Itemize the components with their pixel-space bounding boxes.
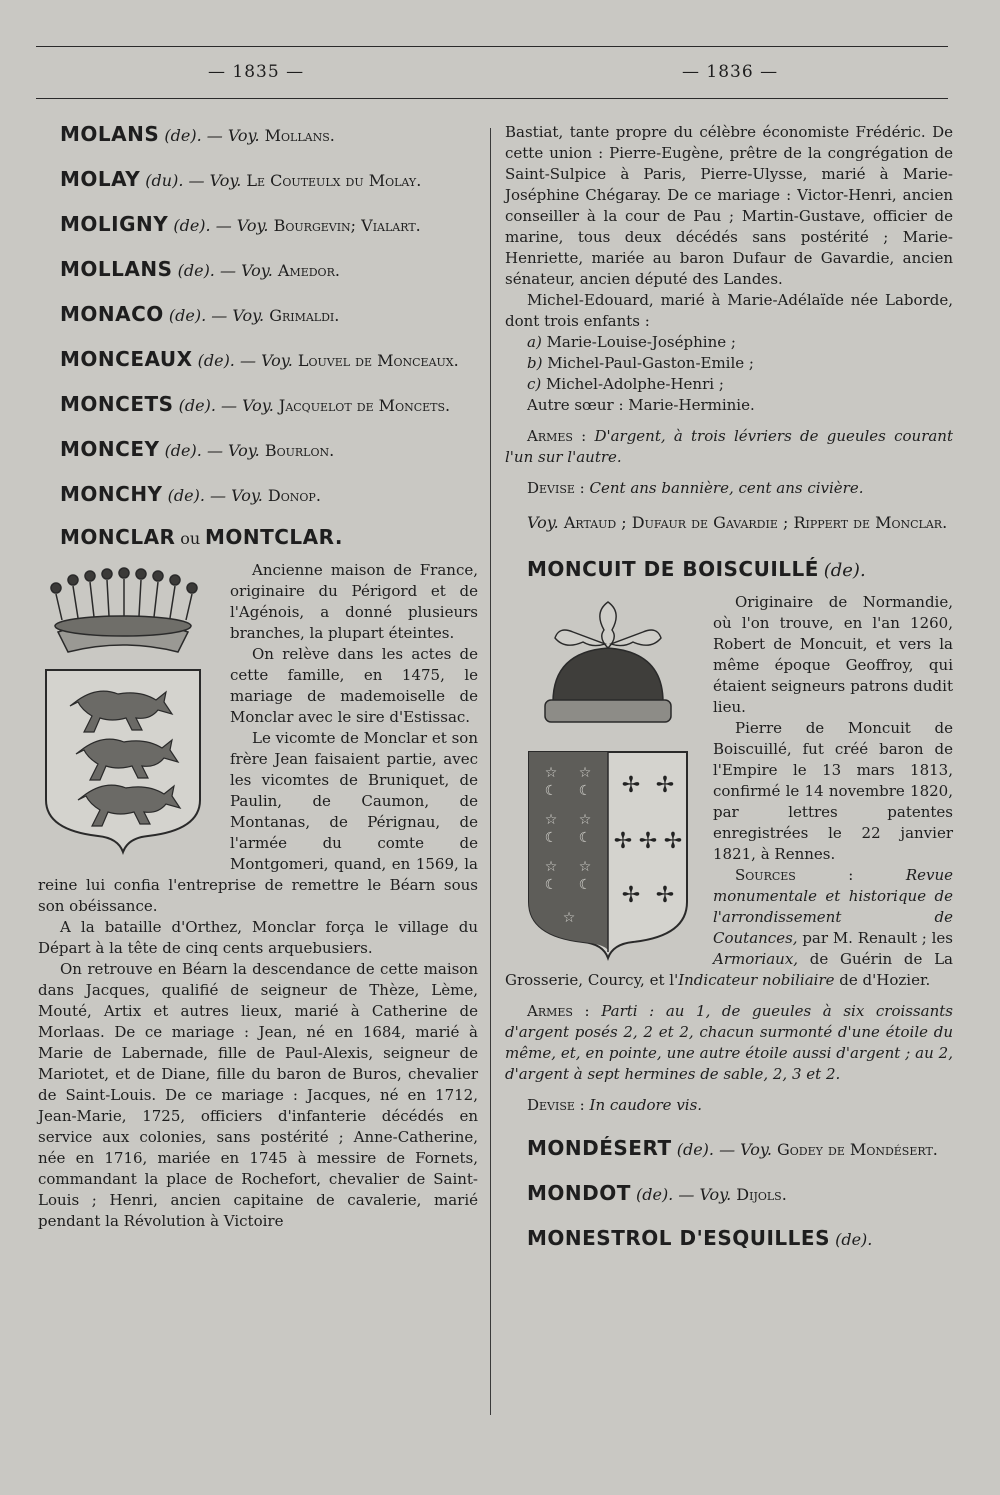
entry-molay: MOLAY (du). — Voy. Le Couteulx du Molay.	[60, 167, 422, 191]
svg-text:☆: ☆	[562, 910, 576, 926]
monclar-coat-of-arms-icon	[28, 560, 218, 858]
entry-monaco: MONACO (de). — Voy. Grimaldi.	[60, 302, 340, 326]
svg-text:☆: ☆	[578, 859, 592, 875]
moncuit-coat-of-arms-icon	[513, 592, 703, 964]
svg-text:☾: ☾	[578, 877, 592, 893]
svg-text:✢: ✢	[621, 883, 641, 908]
svg-text:☆: ☆	[544, 859, 558, 875]
monclar-para-3: Le vicomte de Monclar et son frère Jean faisaient partie, avec les vicomtes de Bruniquet, de Paulin, de Caumon, de Montanas, de Pérignau, de l'armée du comte de Montgomeri, quand, en 1569, la reine lui confia l'entreprise de remettre le Béarn sous son obéissance.	[38, 729, 478, 915]
left-column	[38, 122, 478, 1232]
svg-text:✢: ✢	[655, 773, 675, 798]
children-list	[505, 332, 953, 395]
svg-text:☾: ☾	[544, 830, 558, 846]
svg-text:☾: ☾	[578, 783, 592, 799]
svg-text:✢: ✢	[638, 829, 658, 854]
entry-mondesert: MONDÉSERT (de). — Voy. Godey de Mondésert.	[527, 1136, 938, 1160]
svg-text:☆: ☆	[544, 812, 558, 828]
continuation-para-2: Michel-Edouard, marié à Marie-Adélaïde née Laborde, dont trois enfants :	[505, 291, 953, 330]
right-page-number: — 1836 —	[682, 62, 779, 82]
svg-text:☾: ☾	[544, 877, 558, 893]
child-item: c) Michel-Adolphe-Henri ;	[527, 375, 724, 393]
entry-molans: MOLANS (de). — Voy. Mollans.	[60, 122, 335, 146]
moncuit-armes: Armes : Parti : au 1, de gueules à six croissants d'argent posés 2, 2 et 2, chacun surmonté d'une étoile du même, et, en pointe, une autre étoile aussi d'argent ; au 2, d'argent à sept hermines de sable, 2, 3 et 2.	[505, 1002, 953, 1083]
entry-moligny: MOLIGNY (de). — Voy. Bourgevin; Vialart.	[60, 212, 421, 236]
continuation-para-1: Bastiat, tante propre du célèbre économiste Frédéric. De cette union : Pierre-Eugène, prêtre de la congrégation de Saint-Sulpice à Paris, Pierre-Ulysse, marié à Marie-Joséphine Chégaray. De ce mariage : Victor-Henri, ancien conseiller à la cour de Pau ; Martin-Gustave, officier de marine, tous deux décédés sans postérité ; Marie-Henriette, mariée au baron Dufaur de Gavardie, ancien sénateur, ancien député des Landes.	[505, 123, 953, 288]
svg-text:☾: ☾	[544, 783, 558, 799]
entry-monchy: MONCHY (de). — Voy. Donop.	[60, 482, 321, 506]
monclar-voy: Voy. Artaud ; Dufaur de Gavardie ; Rippert de Monclar.	[527, 513, 948, 532]
moncuit-para-2: Pierre de Moncuit de Boiscuillé, fut créé baron de l'Empire le 13 mars 1813, confirmé le 14 novembre 1820, par lettres patentes enregistrées le 22 janvier 1821, à Rennes.	[713, 719, 953, 863]
header-rule	[36, 98, 948, 99]
child-item: b) Michel-Paul-Gaston-Emile ;	[527, 354, 754, 372]
svg-text:✢: ✢	[655, 883, 675, 908]
svg-text:✢: ✢	[613, 829, 633, 854]
monclar-para-2: On relève dans les actes de cette famille, en 1475, le mariage de mademoiselle de Monclar avec le sire d'Estissac.	[230, 645, 478, 726]
monclar-para-4: A la bataille d'Orthez, Monclar força le village du Départ à la tête de cinq cents arquebusiers.	[38, 918, 478, 957]
svg-text:✢: ✢	[621, 773, 641, 798]
svg-text:☆: ☆	[578, 812, 592, 828]
left-page-number: — 1835 —	[208, 62, 305, 82]
top-rule	[36, 46, 948, 47]
column-divider	[490, 128, 491, 1415]
entry-moncey: MONCEY (de). — Voy. Bourlon.	[60, 437, 335, 461]
entry-mollans: MOLLANS (de). — Voy. Amedor.	[60, 257, 340, 281]
moncuit-sources: Sources : Revue monumentale et historique de l'arrondissement de Coutances, par M. Renault ; les Armoriaux, de Guérin de La Grosserie, Courcy, et l'Indicateur nobiliaire de d'Hozier.	[505, 866, 953, 989]
monclar-devise: Devise : Cent ans bannière, cent ans civière.	[527, 479, 864, 497]
entry-moncets: MONCETS (de). — Voy. Jacquelot de Moncets.	[60, 392, 451, 416]
moncuit-devise: Devise : In caudore vis.	[527, 1096, 703, 1114]
entry-mondot: MONDOT (de). — Voy. Dijols.	[527, 1181, 787, 1205]
svg-text:☾: ☾	[578, 830, 592, 846]
entry-monestrol: MONESTROL D'ESQUILLES (de).	[527, 1226, 873, 1250]
svg-text:✢: ✢	[663, 829, 683, 854]
entry-monceaux: MONCEAUX (de). — Voy. Louvel de Monceaux.	[60, 347, 459, 371]
moncuit-heading: MONCUIT DE BOISCUILLÉ (de).	[527, 557, 866, 581]
child-item: a) Marie-Louise-Joséphine ;	[527, 333, 736, 351]
sister-line: Autre sœur : Marie-Herminie.	[527, 396, 755, 414]
svg-text:☆: ☆	[544, 765, 558, 781]
moncuit-para-1: Originaire de Normandie, où l'on trouve, en l'an 1260, Robert de Moncuit, et vers la même époque Geoffroy, qui étaient seigneurs patrons dudit lieu.	[713, 593, 953, 716]
right-column	[505, 122, 953, 1271]
monclar-para-5: On retrouve en Béarn la descendance de cette maison dans Jacques, qualifié de seigneur de Thèze, Lème, Mouté, Artix et autres lieux, marié à Catherine de Morlaas. De ce mariage : Jean, né en 1684, marié à Marie de Labernade, fille de Paul-Alexis, seigneur de Mariotet, et de Diane, fille du baron de Buros, chevalier de Saint-Louis. De ce mariage : Jacques, né en 1712, Jean-Marie, 1725, officiers d'infanterie décédés en service aux colonies, sans postérité ; Anne-Catherine, née en 1716, mariée en 1745 à messire de Fornets, commandant la place de Rochefort, chevalier de Saint-Louis ; Henri, ancien capitaine de cavalerie, marié pendant la Révolution à Victoire	[38, 960, 478, 1230]
monclar-armes: Armes : D'argent, à trois lévriers de gueules courant l'un sur l'autre.	[505, 427, 953, 466]
monclar-para-1: Ancienne maison de France, originaire du Périgord et de l'Agénois, a donné plusieurs branches, la plupart éteintes.	[230, 561, 478, 642]
monclar-heading: MONCLAR ou MONTCLAR.	[60, 525, 344, 549]
svg-text:☆: ☆	[578, 765, 592, 781]
